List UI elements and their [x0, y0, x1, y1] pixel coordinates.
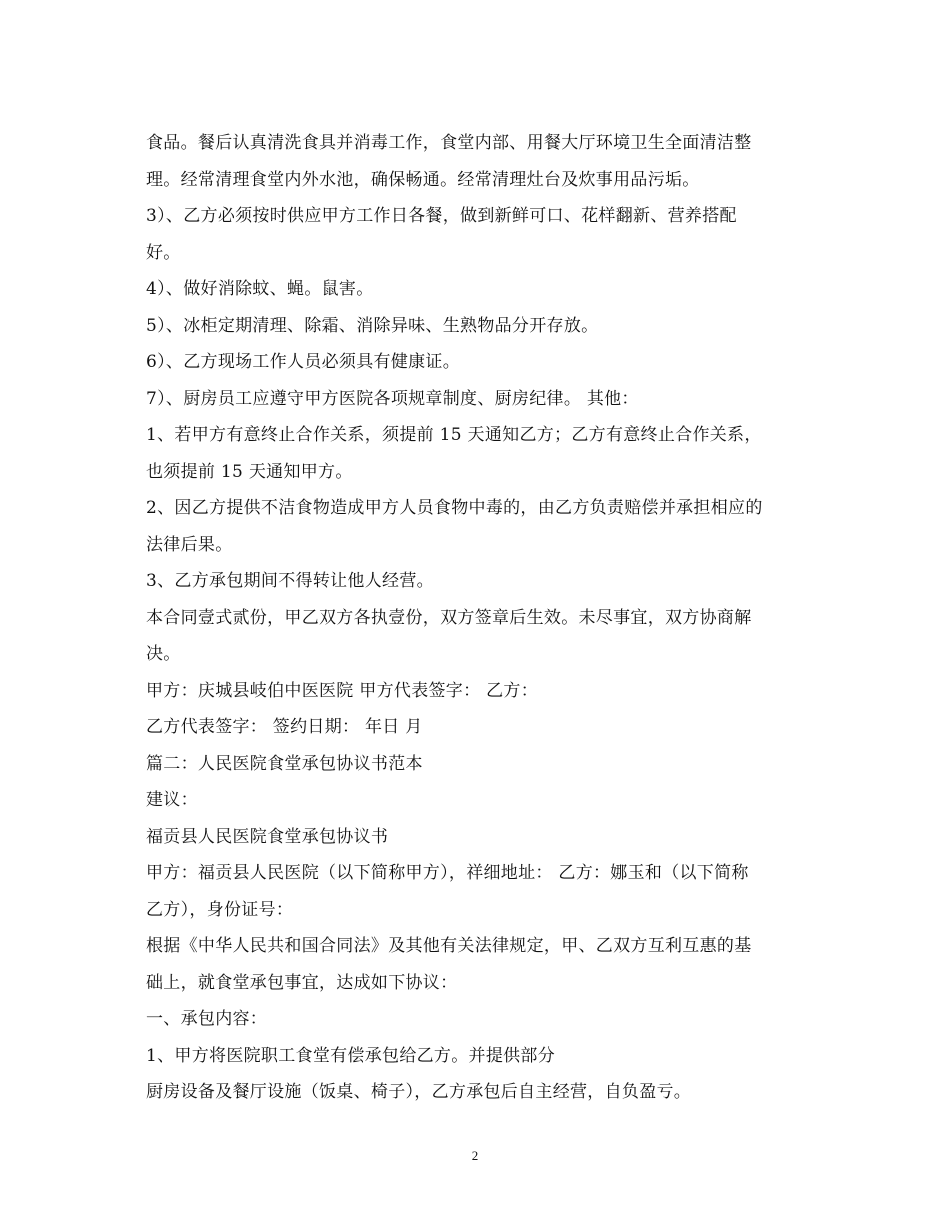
- page-number: 2: [471, 1148, 479, 1163]
- text-line: 6）、乙方现场工作人员必须具有健康证。: [146, 352, 461, 372]
- text-line: 理。经常清理食堂内外水池，确保畅通。经常清理灶台及炊事用品污垢。: [146, 169, 700, 190]
- document-body: [146, 125, 816, 1111]
- text-line: 建议：: [146, 790, 198, 810]
- text-line: 也须提前 15 天通知甲方。: [146, 461, 353, 482]
- signature-line: 甲方：庆城县岐伯中医医院 甲方代表签字： 乙方：: [146, 680, 539, 701]
- signature-line: 乙方代表签字： 签约日期： 年日 月: [146, 717, 423, 737]
- text-line: 根据《中华人民共和国合同法》及其他有关法律规定，甲、乙双方互利互惠的基: [146, 936, 752, 956]
- text-line: 厨房设备及餐厅设施（饭桌、椅子），乙方承包后自主经营，自负盈亏。: [146, 1082, 692, 1102]
- text-line: 4）、做好消除蚊、蝇。鼠害。: [146, 279, 374, 299]
- text-line: 3、乙方承包期间不得转让他人经营。: [146, 571, 434, 591]
- text-line: 5）、冰柜定期清理、除霜、消除异味、生熟物品分开存放。: [146, 315, 599, 336]
- text-line: 乙方），身份证号：: [146, 899, 294, 920]
- text-line: 1、甲方将医院职工食堂有偿承包给乙方。并提供部分: [146, 1045, 556, 1066]
- section-heading: 篇二：人民医院食堂承包协议书范本: [146, 753, 423, 774]
- text-line: 2、因乙方提供不洁食物造成甲方人员食物中毒的，由乙方负责赔偿并承担相应的: [146, 498, 763, 518]
- text-line: 法律后果。: [146, 534, 233, 555]
- text-line: 好。: [146, 242, 181, 263]
- text-line: 7）、厨房员工应遵守甲方医院各项规章制度、厨房纪律。 其他：: [146, 388, 639, 409]
- text-line: 食品。餐后认真清洗食具并消毒工作，食堂内部、用餐大厅环境卫生全面清洁整: [146, 133, 752, 153]
- text-line: 甲方：福贡县人民医院（以下简称甲方），祥细地址： 乙方：娜玉和（以下简称: [146, 863, 749, 883]
- document-title: 福贡县人民医院食堂承包协议书: [146, 826, 389, 847]
- text-line: 本合同壹式贰份，甲乙双方各执壹份，双方签章后生效。未尽事宜，双方协商解: [146, 607, 752, 628]
- text-line: 决。: [146, 644, 181, 664]
- text-line: 1、若甲方有意终止合作关系，须提前 15 天通知乙方；乙方有意终止合作关系，: [146, 425, 762, 445]
- text-line: 3）、乙方必须按时供应甲方工作日各餐，做到新鲜可口、花样翻新、营养搭配: [146, 206, 737, 226]
- section-heading: 一、承包内容：: [146, 1009, 268, 1029]
- text-line: 础上，就食堂承包事宜，达成如下协议：: [146, 972, 458, 993]
